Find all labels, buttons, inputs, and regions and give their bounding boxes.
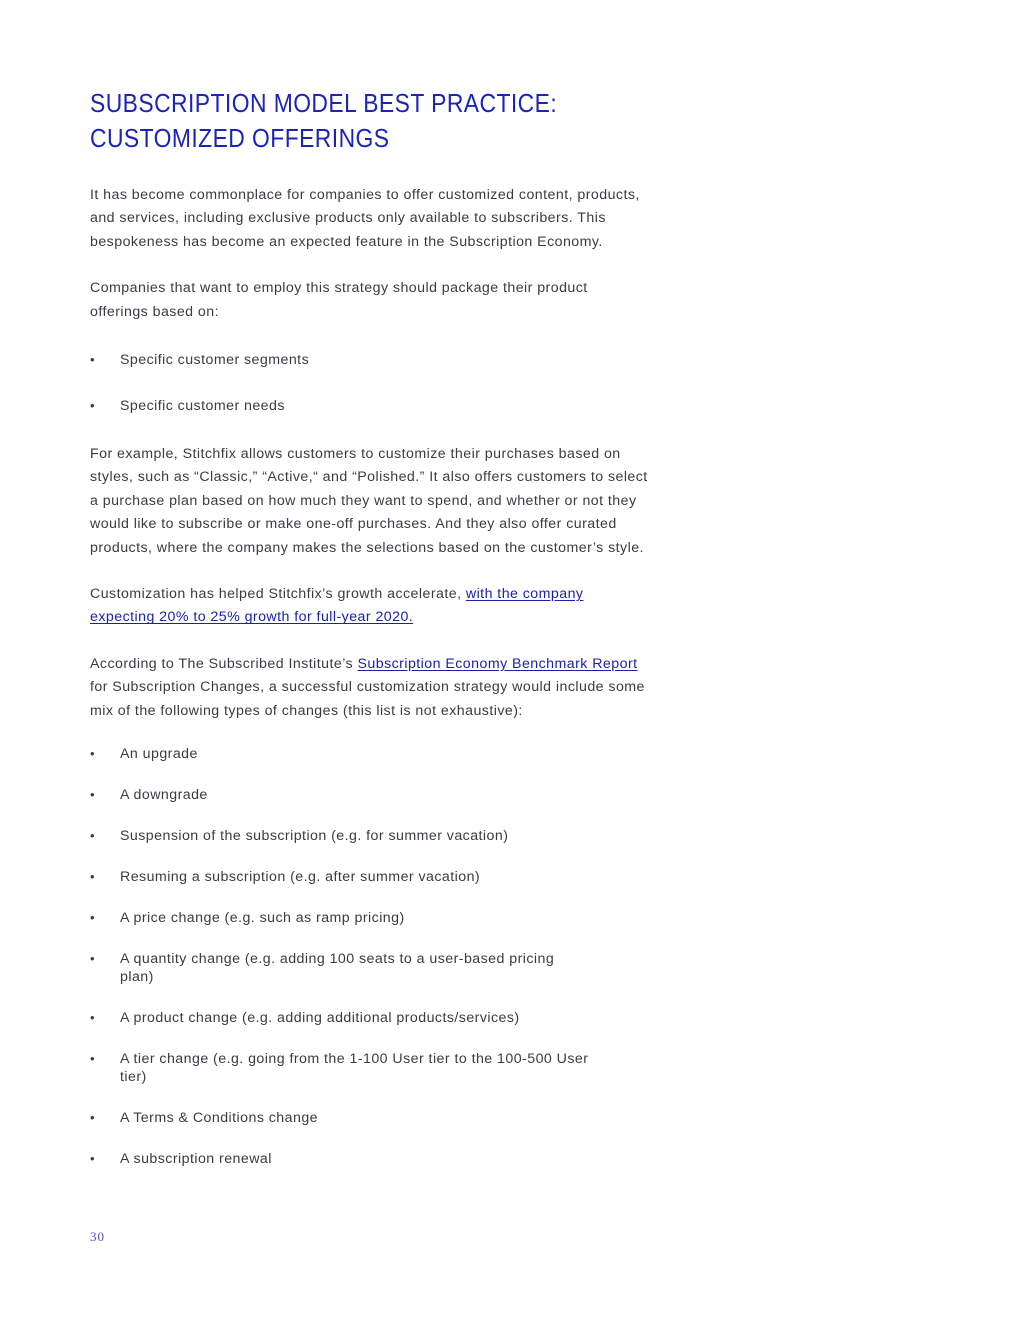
packaging-list xyxy=(90,351,650,415)
list-item: • A product change (e.g. adding additional products/services) xyxy=(90,1010,520,1027)
page-title-line-2: CUSTOMIZED OFFERINGS xyxy=(90,123,390,153)
bullet-icon: • xyxy=(90,1151,96,1167)
bullet-icon: • xyxy=(90,746,96,762)
bullet-icon: • xyxy=(90,828,96,844)
page-title xyxy=(90,86,653,156)
bullet-icon: • xyxy=(90,1110,96,1126)
bullet-icon: • xyxy=(90,910,96,926)
list-item: • A quantity change (e.g. adding 100 seats to a user-based pricing plan) xyxy=(90,951,555,986)
list-item: • A price change (e.g. such as ramp pricing) xyxy=(90,910,405,927)
list-item: • A tier change (e.g. going from the 1-100 User tier to the 100-500 User tier) xyxy=(90,1051,589,1086)
benchmark-report-link[interactable]: Subscription Economy Benchmark Report xyxy=(357,655,638,672)
list-item: • Suspension of the subscription (e.g. for summer vacation) xyxy=(90,828,509,845)
strategy-paragraph: Companies that want to employ this strategy should package their product offerings based on: xyxy=(90,280,588,320)
bullet-icon: • xyxy=(90,1010,96,1026)
list-item: • An upgrade xyxy=(90,746,198,763)
bullet-icon: • xyxy=(90,951,96,967)
list-item: • A Terms & Conditions change xyxy=(90,1110,319,1127)
example-paragraph: For example, Stitchfix allows customers to customize their purchases based on styles, such as “Classic,” “Active,“ and “Polished.” It also offers customers to select a purchase plan based on how much they want to spend, and whether or not they would like to subscribe or make one-off purchases. And they also offer curated products, where the company makes the selections based on the customer’s style. xyxy=(90,446,648,556)
list-item: • Resuming a subscription (e.g. after summer vacation) xyxy=(90,869,481,886)
according-paragraph: According to The Subscribed Institute’s Subscription Economy Benchmark Report for Subscription Changes, a successful customization strategy would include some mix of the following types of changes (this list is not exhaustive): xyxy=(90,655,645,719)
document-page xyxy=(90,86,650,1168)
growth-paragraph: Customization has helped Stitchfix’s growth accelerate, with the company expecting 20% to 25% growth for full-year 2020. xyxy=(90,586,584,626)
intro-paragraph: It has become commonplace for companies to offer customized content, products, and services, including exclusive products only available to subscribers. This bespokeness has become an expected feature in the Subscription Economy. xyxy=(90,187,640,250)
bullet-icon: • xyxy=(90,1051,96,1067)
changes-list xyxy=(90,745,650,1168)
list-item: • Specific customer segments xyxy=(90,352,310,369)
list-item: • Specific customer needs xyxy=(90,398,285,415)
list-item: • A downgrade xyxy=(90,787,208,804)
bullet-icon: • xyxy=(90,787,96,803)
bullet-icon: • xyxy=(90,352,96,368)
growth-link[interactable]: with the company expecting 20% to 25% growth for full-year 2020. xyxy=(90,586,584,626)
bullet-icon: • xyxy=(90,398,96,414)
list-item: • A subscription renewal xyxy=(90,1151,272,1168)
bullet-icon: • xyxy=(90,869,96,885)
page-number: 30 xyxy=(90,1229,105,1244)
page-title-line-1: SUBSCRIPTION MODEL BEST PRACTICE: xyxy=(90,88,558,118)
